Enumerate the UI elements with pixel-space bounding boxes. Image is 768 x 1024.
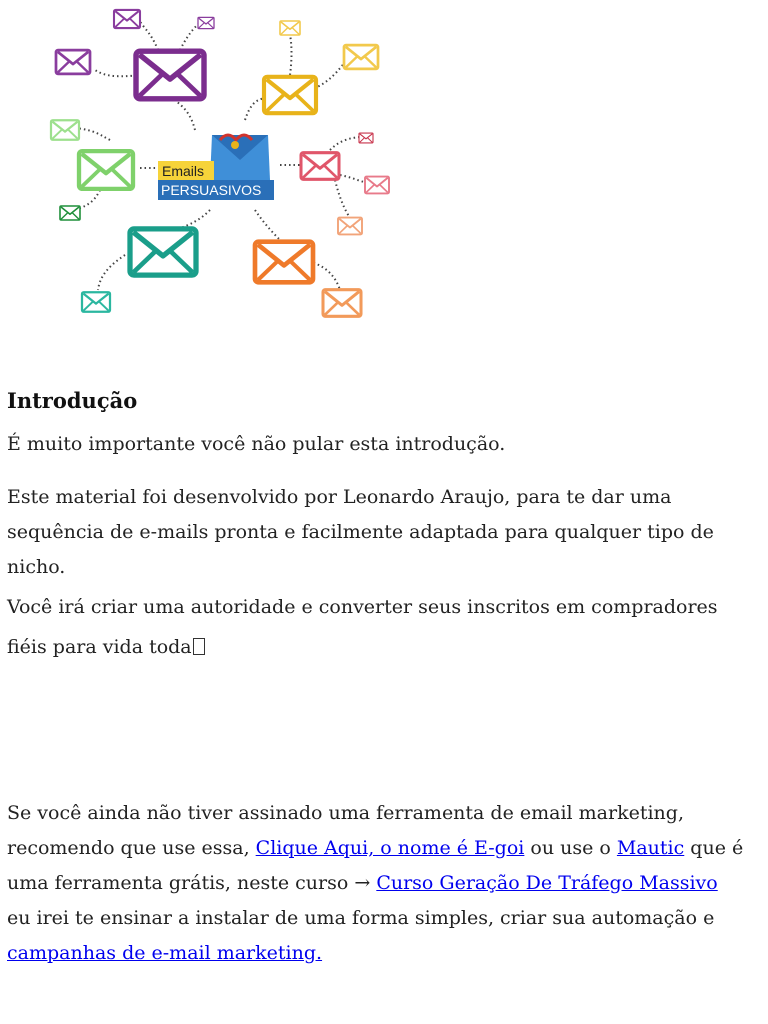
teal-envelope-small-icon (82, 292, 110, 312)
green-envelope-small-icon (51, 120, 79, 140)
purple-envelope-small-icon (56, 50, 90, 74)
central-logo (158, 135, 274, 200)
peach-envelope-icon (338, 218, 362, 235)
intro-paragraph-3-text: Você irá criar uma autoridade e converter seus inscritos em compradores fiéis para vida toda (7, 596, 718, 658)
campanhas-email-link[interactable]: campanhas de e-mail marketing. (7, 942, 323, 964)
p4-text-2: ou use o (524, 837, 617, 859)
red-envelope-tiny-icon (359, 133, 373, 143)
curso-trafego-link[interactable]: Curso Geração De Tráfego Massivo (376, 872, 718, 894)
teal-envelope-icon (130, 229, 196, 275)
yellow-envelope-tiny-icon (280, 21, 300, 35)
emails-persuasivos-illustration (40, 0, 400, 330)
intro-paragraph-2: Este material foi desenvolvido por Leonardo Araujo, para te dar uma sequência de e-mails pronta e facilmente adaptada para qualquer tipo de nicho. (7, 486, 714, 578)
intro-paragraph-4 (7, 796, 757, 971)
red-envelope-small-icon (365, 177, 389, 194)
p4-text-4: eu irei te ensinar a instalar de uma forma simples, criar sua automação e (7, 907, 715, 929)
logo-text-persuasivos: PERSUASIVOS (161, 182, 262, 198)
purple-envelope-icon (136, 51, 204, 99)
section-heading: Introdução (7, 388, 138, 413)
green-envelope-icon (79, 151, 133, 189)
mautic-link[interactable]: Mautic (616, 837, 685, 859)
p4-text-3: que é uma ferramenta grátis, neste curso → (7, 837, 744, 894)
purple-envelope-tiny-icon (114, 10, 140, 28)
egoi-link[interactable]: Clique Aqui, o nome é E-goi (255, 837, 525, 859)
logo-text-emails: Emails (162, 163, 205, 179)
yellow-envelope-small-icon (344, 45, 378, 69)
purple-envelope-mini-icon (198, 17, 214, 28)
red-envelope-icon (301, 153, 339, 180)
yellow-envelope-icon (264, 77, 316, 113)
intro-paragraph-1: É muito importante você não pular esta introdução. (7, 433, 506, 455)
missing-glyph-icon (193, 638, 205, 655)
orange-envelope-small-icon (323, 290, 361, 317)
p4-text-1: Se você ainda não tiver assinado uma ferramenta de email marketing, recomendo que use essa, (7, 802, 684, 859)
green-envelope-tiny-icon (60, 206, 80, 220)
email-network-graphic (40, 0, 400, 330)
orange-envelope-icon (255, 242, 313, 283)
intro-paragraph-3 (7, 587, 757, 667)
